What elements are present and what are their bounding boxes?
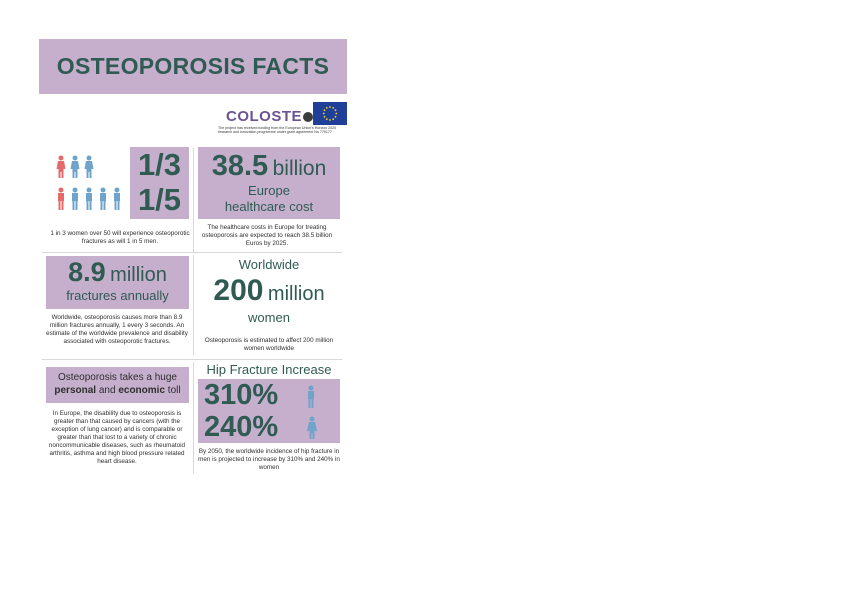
divider [193,362,194,474]
cost-unit: billion [272,157,327,180]
toll-line1: Osteoporosis takes a huge [58,372,177,383]
eu-flag-icon [313,102,347,125]
female-icon [306,416,318,445]
fractures-unit: million [110,264,167,286]
funding-note: The project has received funding from the European Union's Horizon 2020 research and innovation programme under grant agreement No 779177 [218,126,337,135]
ratio-women: 1/3 [137,147,182,182]
hip-women-value: 240% [204,411,279,443]
divider [42,359,342,360]
fractures-label: fractures annually [66,288,169,303]
fractures-box [46,256,189,309]
toll-economic: economic [118,385,166,396]
women-stat [198,274,340,308]
hip-box [198,379,340,443]
section3-caption: Worldwide, osteoporosis causes more than 8.9 million fractures annually, 1 every 3 seconds. An estimate of the worldwide prevalence and disability associated with osteoporotic fractures. [46,314,188,345]
section2-caption: The healthcare costs in Europe for treating osteoporosis are expected to reach 38.5 billion Euros by 2025. [201,224,333,247]
toll-box [46,367,189,403]
hip-men-value: 310% [204,379,279,411]
title-banner [39,39,347,94]
toll-line2 [46,385,189,396]
divider [193,148,194,252]
men-icons [55,187,125,216]
divider [42,252,342,253]
toll-and: and [98,385,116,396]
worldwide-heading: Worldwide [238,257,300,272]
section4-caption: Osteoporosis is estimated to affect 200 million women worldwide [204,337,334,352]
cost-value: 38.5 [211,150,269,182]
women-icons [55,155,97,184]
section5-caption: In Europe, the disability due to osteoporosis is greater than that caused by cancers (with the exception of lung cancer) and is comparable or greater than that lost to a variety of chronic noncommunicable diseases, such as rheumatoid arthritis, asthma and high blood pressure related heart disease. [48,410,186,465]
male-icon [306,385,316,414]
logo-text: COLOSTE [226,108,303,125]
divider [193,255,194,355]
section1-caption: 1 in 3 women over 50 will experience osteoporotic fractures as will 1 in 5 men. [50,230,190,245]
women-unit: million [267,283,325,305]
ratio-men: 1/5 [137,182,182,217]
hip-heading: Hip Fracture Increase [206,362,332,377]
cost-box [198,147,340,219]
toll-personal: personal [54,385,97,396]
toll-toll: toll [167,385,181,396]
cost-label: Europe healthcare cost [224,183,314,214]
logo-globe-icon [303,112,313,122]
page-title: OSTEOPOROSIS FACTS [56,53,330,79]
women-value: 200 [213,274,264,307]
women-label: women [248,310,290,325]
section6-caption: By 2050, the worldwide incidence of hip fracture in men is projected to increase by 310% and 240% in women [198,448,340,471]
coloste-logo [226,108,313,125]
ratio-box [130,147,189,219]
fractures-value: 8.9 [68,257,106,287]
